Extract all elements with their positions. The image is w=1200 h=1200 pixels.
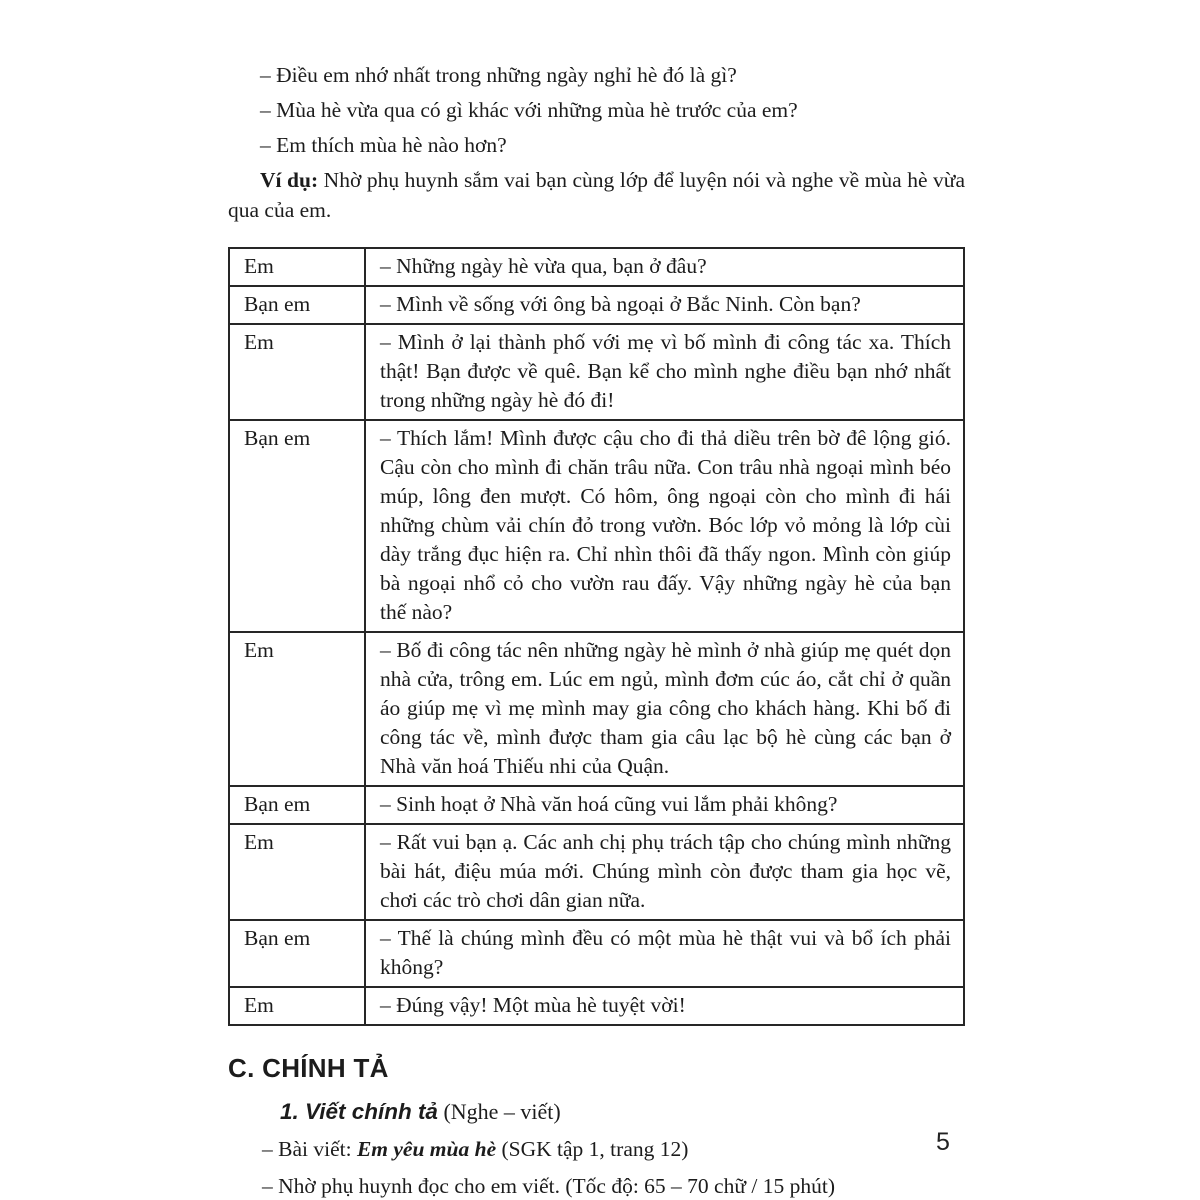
speaker-cell: Bạn em [229,920,365,987]
speaker-cell: Bạn em [229,286,365,324]
item-1-suffix: (Nghe – viết) [437,1098,561,1124]
table-row [229,786,964,824]
bullet-1-book-title: Em yêu mùa hè [356,1136,497,1161]
dialogue-cell: – Những ngày hè vừa qua, bạn ở đâu? [365,248,964,286]
speaker-cell: Em [229,248,365,286]
speaker-cell: Em [229,632,365,786]
dialogue-cell: – Thích lắm! Mình được cậu cho đi thả diều trên bờ đê lộng gió. Cậu còn cho mình đi chăn trâu nữa. Con trâu nhà ngoại mình béo múp, lông đen mượt. Có hôm, ông ngoại còn cho mình đi hái những chùm vải chín đỏ trong vườn. Bóc lớp vỏ mỏng là lớp cùi dày trắng đục hiện ra. Chỉ nhìn thôi đã thấy ngon. Mình còn giúp bà ngoại nhổ cỏ cho vườn rau đấy. Vậy những ngày hè của bạn thế nào? [365,420,964,632]
table-row [229,248,964,286]
example-paragraph [228,165,965,225]
item-1-title: 1. Viết chính tả [280,1098,438,1124]
speaker-cell: Em [229,324,365,420]
table-row [229,824,964,920]
table-row [229,920,964,987]
intro-bullet-2: – Mùa hè vừa qua có gì khác với những mùa hè trước của em? [260,98,798,122]
example-label: Ví dụ: [260,168,319,192]
dialogue-cell: – Rất vui bạn ạ. Các anh chị phụ trách tập cho chúng mình những bài hát, điệu múa mới. Chúng mình còn được tham gia học vẽ, chơi các trò chơi dân gian nữa. [365,824,964,920]
bullet-1-suffix: (SGK tập 1, trang 12) [496,1136,689,1161]
speaker-cell: Em [229,824,365,920]
dialogue-cell: – Bố đi công tác nên những ngày hè mình ở nhà giúp mẹ quét dọn nhà cửa, trông em. Lúc em ngủ, mình đơm cúc áo, cắt chỉ ở quần áo giúp mẹ vì mẹ mình may gia công cho khách hàng. Khi bố đi công tác về, mình được tham gia câu lạc bộ hè cùng các bạn ở Nhà văn hoá Thiếu nhi của Quận. [365,632,964,786]
table-row [229,632,964,786]
dialogue-cell: – Mình ở lại thành phố với mẹ vì bố mình đi công tác xa. Thích thật! Bạn được về quê. Bạn kể cho mình nghe điều bạn nhớ nhất trong những ngày hè đó đi! [365,324,964,420]
section-c-heading: C. CHÍNH TẢ [228,1052,389,1083]
speaker-cell: Bạn em [229,786,365,824]
dialogue-cell: – Đúng vậy! Một mùa hè tuyệt vời! [365,987,964,1025]
page-number: 5 [936,1128,950,1156]
section-c-bullet-2: – Nhờ phụ huynh đọc cho em viết. (Tốc độ: 65 – 70 chữ / 15 phút) [262,1173,835,1198]
table-row [229,286,964,324]
intro-bullet-3: – Em thích mùa hè nào hơn? [260,133,507,157]
speaker-cell: Bạn em [229,420,365,632]
dialogue-cell: – Sinh hoạt ở Nhà văn hoá cũng vui lắm phải không? [365,786,964,824]
bullet-1-prefix: – Bài viết: [262,1136,357,1161]
intro-bullet-1: – Điều em nhớ nhất trong những ngày nghỉ hè đó là gì? [260,63,737,87]
table-row [229,987,964,1025]
speaker-cell: Em [229,987,365,1025]
dialogue-table [228,247,965,1026]
section-c-item-1 [228,1097,965,1127]
section-c-bullet-1 [228,1134,965,1164]
dialogue-cell: – Thế là chúng mình đều có một mùa hè thật vui và bổ ích phải không? [365,920,964,987]
table-row [229,420,964,632]
example-text: Nhờ phụ huynh sắm vai bạn cùng lớp để luyện nói và nghe về mùa hè vừa qua của em. [228,168,966,222]
table-row [229,324,964,420]
page-content [228,60,965,1200]
dialogue-cell: – Mình về sống với ông bà ngoại ở Bắc Ninh. Còn bạn? [365,286,964,324]
